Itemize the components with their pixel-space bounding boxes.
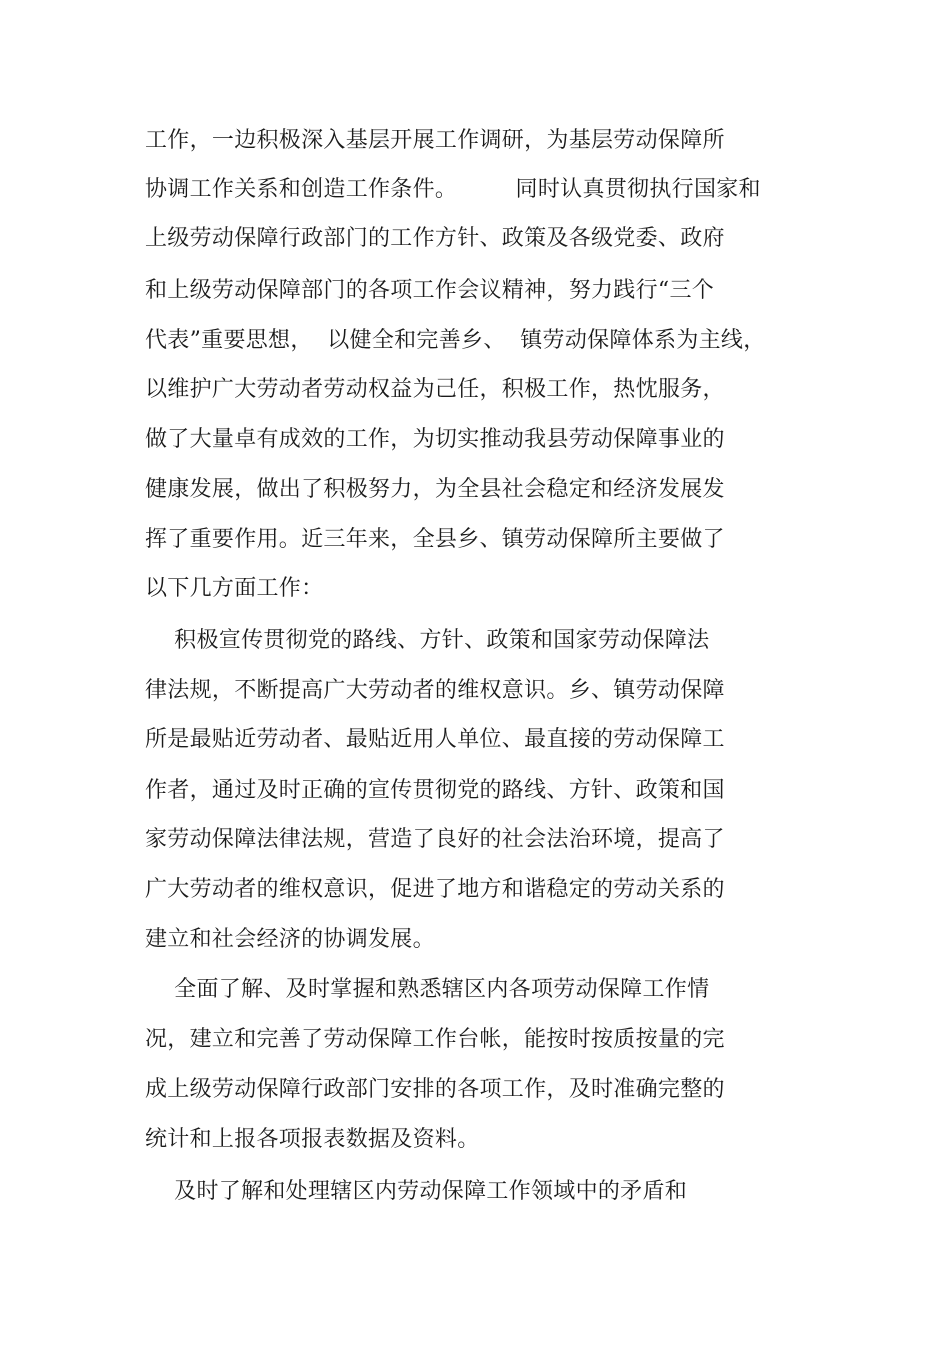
text-line: 挥了重要作用。近三年来，全县乡、镇劳动保障所主要做了 <box>145 527 725 552</box>
text-line: 工作，一边积极深入基层开展工作调研，为基层劳动保障所 <box>145 128 725 153</box>
text-line: 统计和上报各项报表数据及资料。 <box>145 1127 480 1152</box>
paragraph-start-line: 及时了解和处理辖区内劳动保障工作领域中的矛盾和 <box>145 1179 688 1204</box>
text-line: 所是最贴近劳动者、最贴近用人单位、最直接的劳动保障工 <box>145 727 725 752</box>
text-line: 况，建立和完善了劳动保障工作台帐，能按时按质按量的完 <box>145 1027 725 1052</box>
text-line: 建立和社会经济的协调发展。 <box>145 927 435 952</box>
text-line: 律法规，不断提高广大劳动者的维权意识。乡、镇劳动保障 <box>145 678 725 703</box>
text-line: 和上级劳动保障部门的各项工作会议精神，努力践行“三个 <box>145 278 715 303</box>
text-line: 做了大量卓有成效的工作，为切实推动我县劳动保障事业的 <box>145 427 725 452</box>
text-line: 上级劳动保障行政部门的工作方针、政策及各级党委、政府 <box>145 226 725 251</box>
text-line: 家劳动保障法律法规，营造了良好的社会法治环境，提高了 <box>145 827 725 852</box>
text-line: 广大劳动者的维权意识，促进了地方和谐稳定的劳动关系的 <box>145 877 725 902</box>
paragraph-start-line: 积极宣传贯彻党的路线、方针、政策和国家劳动保障法 <box>145 628 710 653</box>
text-line: 代表”重要思想， 以健全和完善乡、 镇劳动保障体系为主线， <box>145 328 766 353</box>
text-line: 成上级劳动保障行政部门安排的各项工作，及时准确完整的 <box>145 1077 725 1102</box>
text-line: 以维护广大劳动者劳动权益为己任，积极工作，热忱服务， <box>145 377 725 402</box>
text-line: 作者，通过及时正确的宣传贯彻党的路线、方针、政策和国 <box>145 778 725 803</box>
text-line: 协调工作关系和创造工作条件。 同时认真贯彻执行国家和 <box>145 177 761 202</box>
paragraph-start-line: 全面了解、及时掌握和熟悉辖区内各项劳动保障工作情 <box>145 977 710 1002</box>
text-line: 健康发展，做出了积极努力，为全县社会稳定和经济发展发 <box>145 477 725 502</box>
text-line: 以下几方面工作： <box>145 576 324 601</box>
